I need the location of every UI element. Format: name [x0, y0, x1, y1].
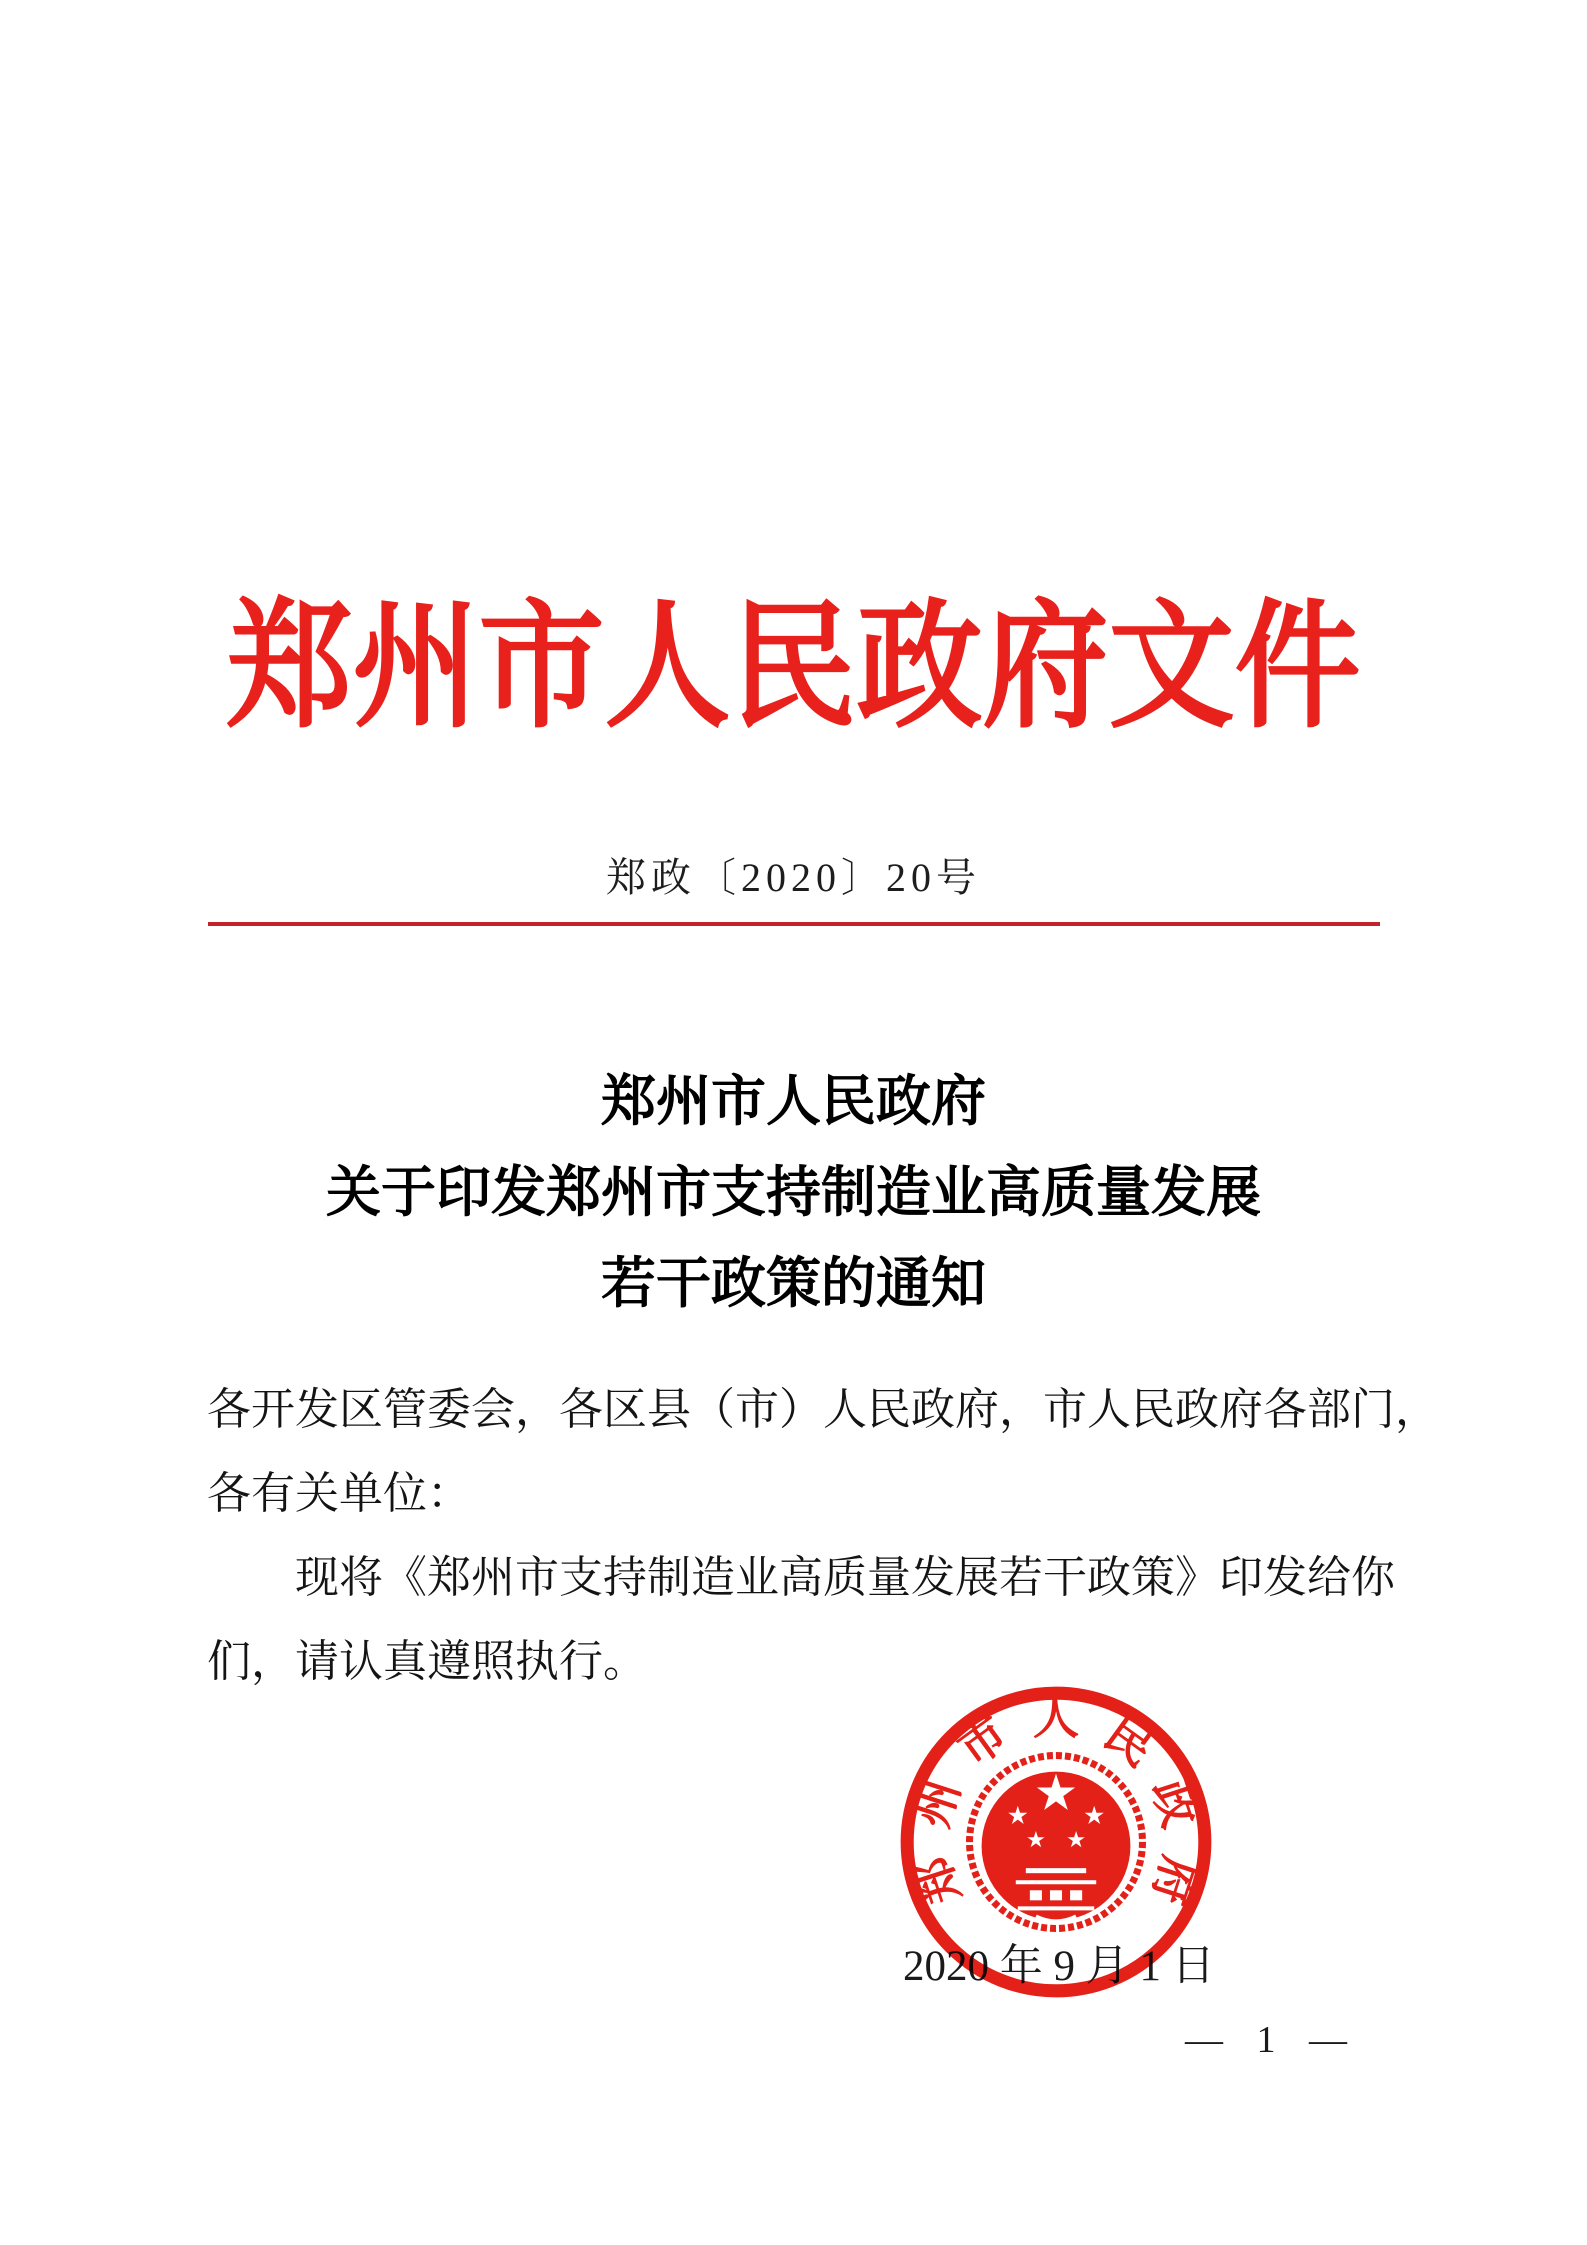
svg-text:政: 政: [1141, 1774, 1205, 1834]
document-number: 郑政〔2020〕20号: [606, 855, 981, 900]
svg-text:府: 府: [1141, 1850, 1205, 1910]
document-title-line-2: 关于印发郑州市支持制造业高质量发展: [325, 1162, 1261, 1223]
body-line: 各开发区管委会，各区县（市）人民政府，市人民政府各部门，: [207, 1385, 1439, 1434]
document-title-line-1: 郑州市人民政府: [600, 1071, 986, 1132]
body-line: 们，请认真遵照执行。: [207, 1637, 647, 1686]
page-number: — 1 —: [1185, 2019, 1359, 2061]
svg-text:郑: 郑: [907, 1850, 971, 1910]
national-emblem-icon: [970, 1756, 1143, 1929]
body-line: 现将《郑州市支持制造业高质量发展若干政策》印发给你: [295, 1553, 1395, 1602]
svg-text:民: 民: [1094, 1708, 1163, 1777]
svg-text:市: 市: [949, 1708, 1018, 1777]
government-seal: [877, 1663, 1235, 2021]
body-paragraphs: [207, 1368, 1439, 1704]
issue-date: 2020 年 9 月 1 日: [903, 1943, 1215, 1990]
document-title: [0, 1056, 1587, 1329]
red-header-title: 郑州市人民政府文件: [226, 592, 1361, 746]
document-title-line-3: 若干政策的通知: [600, 1253, 986, 1314]
svg-text:人: 人: [1032, 1693, 1080, 1745]
svg-text:州: 州: [907, 1774, 971, 1834]
body-line: 各有关单位：: [207, 1469, 471, 1518]
red-divider-line: [208, 922, 1380, 926]
